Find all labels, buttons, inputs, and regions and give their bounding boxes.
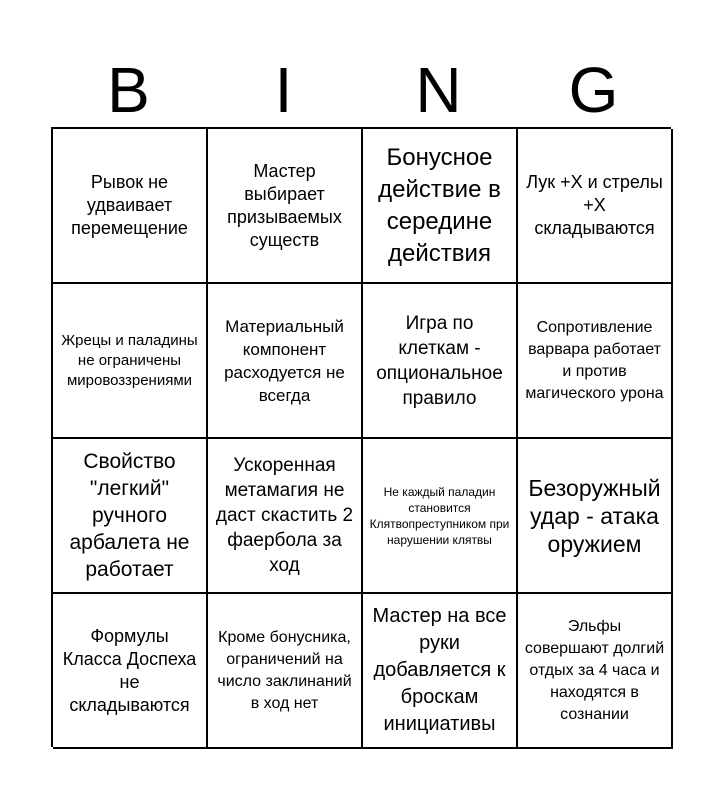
cell-text: Не каждый паладин становится Клятвопреступником при нарушении клятвы <box>369 484 510 547</box>
bingo-cell-1-4[interactable] <box>518 129 673 284</box>
cell-text: Мастер на все руки добавляется к броскам инициативы <box>372 605 507 735</box>
bingo-cell-4-1[interactable] <box>53 594 208 749</box>
header-letter-i: I <box>274 54 293 126</box>
header-letter-g: G <box>568 54 619 126</box>
bingo-cell-2-4[interactable] <box>518 284 673 439</box>
bingo-cell-3-3[interactable] <box>363 439 518 594</box>
cell-text: Бонусное действие в середине действия <box>378 143 501 267</box>
cell-text: Эльфы совершают долгий отдых за 4 часа и находятся в сознании <box>524 617 665 723</box>
bingo-cell-2-3[interactable] <box>363 284 518 439</box>
cell-text: Материальный компонент расходуется не всегда <box>224 316 345 405</box>
bingo-grid <box>51 127 671 747</box>
cell-text: Формулы Класса Доспеха не складываются <box>62 625 197 715</box>
bingo-cell-2-1[interactable] <box>53 284 208 439</box>
bingo-cell-2-2[interactable] <box>208 284 363 439</box>
cell-text: Свойство "легкий" ручного арбалета не работает <box>69 450 190 581</box>
cell-text: Рывок не удваивает перемещение <box>71 172 188 238</box>
bingo-cell-1-3[interactable] <box>363 129 518 284</box>
header-letter-b: B <box>107 54 150 126</box>
bingo-cell-3-2[interactable] <box>208 439 363 594</box>
cell-text: Сопротивление варвара работает и против магического урона <box>525 318 664 402</box>
bingo-cell-1-2[interactable] <box>208 129 363 284</box>
cell-text: Лук +X и стрелы +X складываются <box>526 172 663 238</box>
cell-text: Кроме бонусника, ограничений на число заклинаний в ход нет <box>217 628 352 712</box>
bingo-cell-1-1[interactable] <box>53 129 208 284</box>
cell-text: Ускоренная метамагия не даст скастить 2 фаербола за ход <box>215 455 354 576</box>
cell-text: Жрецы и паладины не ограничены мировоззрениями <box>61 331 198 389</box>
bingo-cell-3-4[interactable] <box>518 439 673 594</box>
bingo-header <box>51 52 671 128</box>
cell-text: Мастер выбирает призываемых существ <box>227 160 342 250</box>
bingo-cell-4-4[interactable] <box>518 594 673 749</box>
cell-text: Игра по клеткам - опциональное правило <box>376 312 503 409</box>
bingo-cell-4-2[interactable] <box>208 594 363 749</box>
cell-text: Безоружный удар - атака оружием <box>528 474 661 557</box>
header-letter-n: N <box>415 54 462 126</box>
bingo-cell-4-3[interactable] <box>363 594 518 749</box>
bingo-cell-3-1[interactable] <box>53 439 208 594</box>
